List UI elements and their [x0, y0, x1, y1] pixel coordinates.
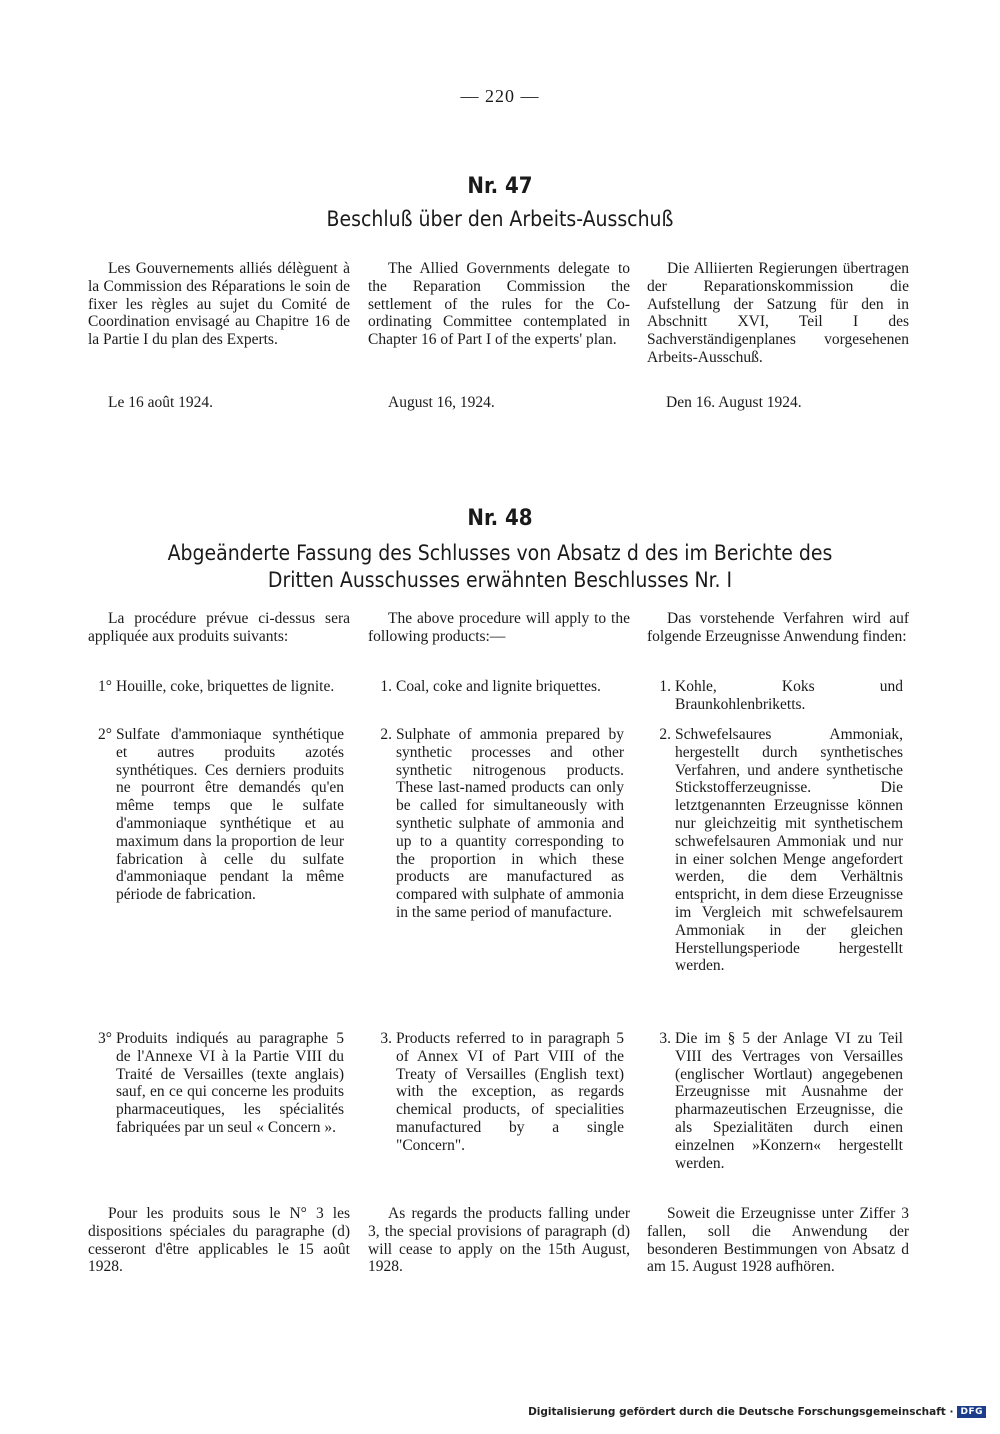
- nr48-intro-fr: La procédure prévue ci-dessus sera appliquée aux produits suivants:: [88, 610, 350, 645]
- nr47-title: Beschluß über den Arbeits-Ausschuß: [326, 207, 674, 231]
- item-number: 3°: [98, 1030, 112, 1047]
- nr48-item-de-3: [641, 1030, 903, 1172]
- item-number: 3.: [659, 1030, 671, 1047]
- nr48-item-fr-2: [82, 726, 344, 904]
- item-number: 2.: [380, 726, 392, 743]
- nr48-item-en-3: [362, 1030, 624, 1155]
- item-number: 3.: [380, 1030, 392, 1047]
- nr48-closing-fr: Pour les produits sous le N° 3 les dispositions spéciales du paragraphe (d) cesseront d'être applicables le 15 août 1928.: [88, 1205, 350, 1276]
- dfg-logo: DFG: [957, 1406, 986, 1418]
- page-number: — 220 —: [460, 86, 540, 106]
- nr48-item-fr-3: [82, 1030, 344, 1137]
- nr48-item-en-2: [362, 726, 624, 922]
- item-text: Sulfate d'ammoniaque synthétique et autres produits azotés synthétiques. Ces derniers produits ne pourront être demandés qu'en même temps que le sulfate d'ammoniaque synthétique et au maximum dans la proportion de leur fabrication à celle du sulfate d'ammoniaque pendant la même période de fabrication.: [116, 726, 344, 904]
- nr48-item-fr-1: [82, 678, 344, 696]
- footer-text: Digitalisierung gefördert durch die Deutsche Forschungsgemeinschaft ·: [528, 1406, 954, 1418]
- item-text: Houille, coke, briquettes de lignite.: [116, 678, 335, 695]
- nr48-title-line2: Dritten Ausschusses erwähnten Beschlusses Nr. I: [267, 568, 733, 592]
- nr47-date-fr: Le 16 août 1924.: [108, 394, 214, 411]
- nr47-date-de: Den 16. August 1924.: [666, 394, 802, 411]
- nr48-intro-de: Das vorstehende Verfahren wird auf folgende Erzeugnisse Anwendung finden:: [647, 610, 909, 645]
- item-text: Schwefelsaures Ammoniak, hergestellt durch synthetisches Verfahren, und andere synthetische Stickstofferzeugnisse. Die letztgenannten Erzeugnisse können nur gleichzeitig mit synthetischem schwefelsauren Ammoniak und nur in einer solchen Menge angefordert werden, die dem Verhältnis entspricht, in dem diese Erzeugnisse im Vergleich mit schwefelsaurem Ammoniak in der gleichen Herstellungsperiode hergestellt werden.: [675, 726, 903, 975]
- nr48-item-en-1: [362, 678, 624, 696]
- nr48-item-de-2: [641, 726, 903, 975]
- item-number: 1.: [659, 678, 671, 695]
- item-number: 2°: [98, 726, 112, 743]
- nr48-title-line1: Abgeänderte Fassung des Schlusses von Absatz d des im Berichte des: [167, 541, 833, 565]
- item-number: 2.: [659, 726, 671, 743]
- nr47-date-en: August 16, 1924.: [388, 394, 495, 411]
- nr48-closing-de: Soweit die Erzeugnisse unter Ziffer 3 fallen, soll die Anwendung der besonderen Bestimmungen von Absatz d am 15. August 1928 aufhören.: [647, 1205, 909, 1276]
- nr48-item-de-1: [641, 678, 903, 714]
- item-text: Coal, coke and lignite briquettes.: [396, 678, 601, 695]
- nr47-text-fr: Les Gouvernements alliés délèguent à la Commission des Réparations le soin de fixer les règles au sujet du Comité de Coordination envisagé au Chapitre 16 de la Partie I du plan des Experts.: [88, 260, 350, 349]
- item-text: Sulphate of ammonia prepared by synthetic processes and other synthetic nitrogenous products. These last-named products can only be called for simultaneously with synthetic sulphate of ammonia and up to a quantity corresponding to the proportion in which these products are manufactured as compared with sulphate of ammonia in the same period of manufacture.: [396, 726, 624, 921]
- item-text: Products referred to in paragraph 5 of Annex VI of Part VIII of the Treaty of Versailles (English text) with the exception, as regards chemical products, of specialities manufactured by a single "Concern".: [396, 1030, 624, 1154]
- nr48-intro-en: The above procedure will apply to the following products:—: [368, 610, 630, 645]
- digitization-footer: [528, 1406, 986, 1418]
- item-text: Die im § 5 der Anlage VI zu Teil VIII des Vertrages von Versailles (englischer Wortlaut) angegebenen Erzeugnisse mit Ausnahme der pharmazeutischen Erzeugnisse, die als Spezialitäten durch einen einzelnen »Konzern« hergestellt werden.: [675, 1030, 903, 1172]
- item-text: Kohle, Koks und Braunkohlenbriketts.: [675, 678, 903, 713]
- nr47-text-de: Die Alliierten Regierungen übertragen der Reparationskommission die Aufstellung der Satzung für den in Abschnitt XVI, Teil I des Sachverständigenplanes vorgesehenen Arbeits-Ausschuß.: [647, 260, 909, 366]
- nr48-closing-en: As regards the products falling under 3, the special provisions of paragraph (d) will cease to apply on the 15th August, 1928.: [368, 1205, 630, 1276]
- nr47-text-en: The Allied Governments delegate to the Reparation Commission the settlement of the rules for the Co-ordinating Committee contemplated in Chapter 16 of Part I of the experts' plan.: [368, 260, 630, 349]
- item-number: 1°: [98, 678, 112, 695]
- item-text: Produits indiqués au paragraphe 5 de l'Annexe VI à la Partie VIII du Traité de Versailles (texte anglais) sauf, en ce qui concerne les produits pharmaceutiques, les spécialités fabriquées par un seul « Concern ».: [116, 1030, 344, 1136]
- nr47-number: Nr. 47: [467, 174, 533, 199]
- item-number: 1.: [380, 678, 392, 695]
- nr48-number: Nr. 48: [467, 506, 533, 531]
